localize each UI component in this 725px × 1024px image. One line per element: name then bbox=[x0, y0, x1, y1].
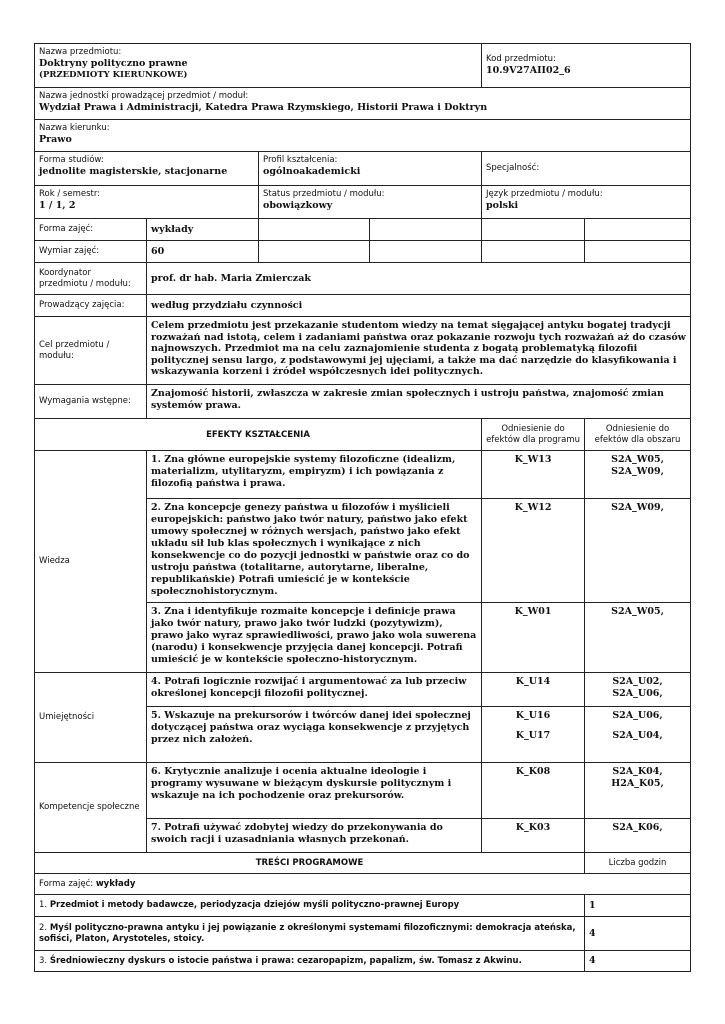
profile-cell bbox=[259, 152, 482, 186]
program-item-hours: 4 bbox=[585, 951, 691, 972]
status-cell bbox=[259, 186, 482, 219]
program-item-cell bbox=[35, 951, 585, 972]
hours-row bbox=[35, 241, 691, 263]
effect-area-code: S2A_K06, bbox=[585, 819, 691, 853]
effect-text: 3. Zna i identyfikuje rozmaite koncepcje i definicje prawa jako twór natury, prawo jako twór ludzki (pozytywizm), prawo jako wyraz sprawiedliwości, prawo jako wola suwerena (narodu) i konsekwencje przyjęcia danej koncepcji. Potrafi umieścić je w kontekście społeczno-historycznym. bbox=[147, 603, 482, 673]
unit-label: Nazwa jednostki prowadzącej przedmiot / moduł: bbox=[39, 91, 249, 101]
teacher-value: według przydziału czynności bbox=[147, 295, 691, 317]
effect-area-code: S2A_W05, bbox=[585, 603, 691, 673]
class-form-row bbox=[35, 219, 691, 241]
class-form-empty-3 bbox=[482, 219, 585, 241]
effect-area-code: S2A_U06, bbox=[612, 710, 663, 721]
program-title: TREŚCI PROGRAMOWE bbox=[35, 853, 585, 874]
year-label: Rok / semestr: bbox=[39, 189, 101, 199]
effect-area-code: S2A_W09, bbox=[585, 499, 691, 603]
hours-label: Wymiar zajęć: bbox=[35, 241, 147, 263]
effects-col-area: Odniesienie do efektów dla obszaru bbox=[585, 419, 691, 451]
effect-text: 5. Wskazuje na prekursorów i twórców danej idei społecznej dotyczącej państwa oraz wyciąga konsekwencje z przyjętych przez nich założeń. bbox=[147, 707, 482, 763]
class-form-empty-2 bbox=[370, 219, 482, 241]
effect-row bbox=[35, 763, 691, 819]
effect-program-code: K_W01 bbox=[482, 603, 585, 673]
program-form-cell bbox=[35, 874, 691, 895]
unit-value: Wydział Prawa i Administracji, Katedra Prawa Rzymskiego, Historii Prawa i Doktryn bbox=[39, 102, 488, 113]
program-form-value: wykłady bbox=[95, 878, 136, 889]
study-form-row bbox=[35, 152, 691, 186]
hours-empty-2 bbox=[370, 241, 482, 263]
code-cell bbox=[482, 44, 691, 88]
specialty-cell bbox=[482, 152, 691, 186]
study-form-value: jednolite magisterskie, stacjonarne bbox=[39, 166, 228, 177]
subject-label: Nazwa przedmiotu: bbox=[39, 47, 122, 57]
effect-text: 2. Zna koncepcje genezy państwa u filozofów i myślicieli europejskich: państwo jako twór natury, państwo jako efekt umowy społecznej w różnych wersjach, państwo jako efekt układu sił lub klas społecznych i wynikające z nich konsekwencje co do pozycji jednostki w państwie oraz co do ustroju państwa (totalitarne, autorytarne, liberalne, republikańskie) Potrafi umieścić je w kontekście społecznohistorycznym. bbox=[147, 499, 482, 603]
prereq-label: Wymagania wstępne: bbox=[35, 385, 147, 419]
effect-program-code-2: K_U17 bbox=[515, 730, 551, 741]
class-form-value: wykłady bbox=[147, 219, 259, 241]
field-label: Nazwa kierunku: bbox=[39, 123, 110, 133]
program-hours-col: Liczba godzin bbox=[585, 853, 691, 874]
coordinator-value: prof. dr hab. Maria Zmierczak bbox=[147, 263, 691, 295]
program-item-row bbox=[35, 895, 691, 917]
prereq-value: Znajomość historii, zwłaszcza w zakresie zmian społecznych i ustroju państwa, znajomość zmian systemów prawa. bbox=[147, 385, 691, 419]
year-cell bbox=[35, 186, 259, 219]
subject-cell bbox=[35, 44, 482, 88]
coordinator-label: Koordynator przedmiotu / modułu: bbox=[35, 263, 147, 295]
program-item-number: 3. bbox=[39, 955, 48, 966]
subject-row bbox=[35, 44, 691, 88]
program-item-number: 2. bbox=[39, 922, 48, 933]
syllabus-table bbox=[34, 43, 691, 972]
field-row bbox=[35, 120, 691, 152]
teacher-row bbox=[35, 295, 691, 317]
effect-text: 6. Krytycznie analizuje i ocenia aktualne ideologie i programy wysuwane w bieżącym dyskursie politycznym i wskazuje na ich pochodzenie oraz prekursorów. bbox=[147, 763, 482, 819]
coordinator-row bbox=[35, 263, 691, 295]
program-item-cell bbox=[35, 917, 585, 951]
language-cell bbox=[482, 186, 691, 219]
goal-row bbox=[35, 317, 691, 385]
program-item-row bbox=[35, 917, 691, 951]
program-form-label: Forma zajęć: bbox=[39, 878, 94, 889]
program-item-text: Przedmiot i metody badawcze, periodyzacja dziejów myśli polityczno-prawnej Europy bbox=[49, 900, 460, 910]
year-row bbox=[35, 186, 691, 219]
profile-value: ogólnoakademicki bbox=[263, 166, 361, 177]
unit-row bbox=[35, 88, 691, 120]
hours-empty-1 bbox=[259, 241, 370, 263]
effects-header-row bbox=[35, 419, 691, 451]
code-value: 10.9V27AII02_6 bbox=[486, 65, 571, 77]
hours-value: 60 bbox=[147, 241, 259, 263]
effect-program-code: K_K08 bbox=[482, 763, 585, 819]
profile-label: Profil kształcenia: bbox=[263, 155, 338, 165]
program-item-number: 1. bbox=[39, 900, 48, 910]
program-item-hours: 4 bbox=[585, 917, 691, 951]
goal-label: Cel przedmiotu / modułu: bbox=[35, 317, 147, 385]
study-form-label: Forma studiów: bbox=[39, 155, 104, 165]
hours-empty-3 bbox=[482, 241, 585, 263]
effect-text: 4. Potrafi logicznie rozwijać i argumentować za lub przeciw określonej koncepcji filozofii politycznej. bbox=[147, 673, 482, 707]
status-value: obowiązkowy bbox=[263, 200, 333, 211]
specialty-label: Specjalność: bbox=[486, 163, 540, 173]
subject-group: (PRZEDMIOTY KIERUNKOWE) bbox=[39, 69, 188, 80]
language-label: Język przedmiotu / modułu: bbox=[486, 189, 603, 199]
class-form-label: Forma zajęć: bbox=[35, 219, 147, 241]
effect-row bbox=[35, 451, 691, 499]
effect-program-code: K_W13 bbox=[482, 451, 585, 499]
effect-area-codes bbox=[585, 707, 691, 763]
effects-title: EFEKTY KSZTAŁCENIA bbox=[35, 419, 482, 451]
program-form-row bbox=[35, 874, 691, 895]
program-item-text: Myśl polityczno-prawna antyku i jej powiązanie z określonymi systemami filozoficznymi: demokracja ateńska, sofiści, Platon, Arystoteles, stoicy. bbox=[39, 922, 576, 944]
effects-col-program: Odniesienie do efektów dla programu bbox=[482, 419, 585, 451]
effect-text: 7. Potrafi używać zdobytej wiedzy do przekonywania do swoich racji i uzasadniania własnych przekonań. bbox=[147, 819, 482, 853]
year-value: 1 / 1, 2 bbox=[39, 200, 76, 211]
effect-group-social: Kompetencje społeczne bbox=[35, 763, 147, 853]
goal-value: Celem przedmiotu jest przekazanie studentom wiedzy na temat sięgającej antyku bogatej tradycji rozważań nad istotą, celem i zadaniami państwa oraz pokazanie rozwoju tych rozważań aż do czasów najnowszych. Przedmiot ma na celu zaznajomienie studenta z bogatą problematyką filozofii politycznej sensu largo, z podstawowymi jej ujęciami, a także ma dać narzędzie do klasyfikowania i wskazywania korzeni i źródeł współczesnych idei politycznych. bbox=[147, 317, 691, 385]
effect-program-code: K_U16 bbox=[515, 710, 551, 721]
language-value: polski bbox=[486, 200, 519, 211]
class-form-empty-1 bbox=[259, 219, 370, 241]
effect-area-code: S2A_U02, S2A_U06, bbox=[585, 673, 691, 707]
effect-program-code: K_U14 bbox=[482, 673, 585, 707]
class-form-empty-4 bbox=[585, 219, 691, 241]
syllabus-document bbox=[34, 43, 690, 972]
effect-area-code: S2A_W05, S2A_W09, bbox=[585, 451, 691, 499]
field-cell bbox=[35, 120, 691, 152]
hours-empty-4 bbox=[585, 241, 691, 263]
effect-group-skills: Umiejętności bbox=[35, 673, 147, 763]
subject-name: Doktryny polityczno prawne bbox=[39, 58, 188, 69]
effect-program-code: K_W12 bbox=[482, 499, 585, 603]
study-form-cell bbox=[35, 152, 259, 186]
program-item-row bbox=[35, 951, 691, 972]
program-item-text: Średniowieczny dyskurs o istocie państwa i prawa: cezaropapizm, papalizm, św. Tomasz z Akwinu. bbox=[49, 955, 522, 966]
unit-cell bbox=[35, 88, 691, 120]
effect-group-knowledge: Wiedza bbox=[35, 451, 147, 673]
effect-row bbox=[35, 673, 691, 707]
effect-text: 1. Zna główne europejskie systemy filozoficzne (idealizm, materializm, utylitaryzm, empiryzm) i ich powiązania z filozofią państwa i prawa. bbox=[147, 451, 482, 499]
program-header-row bbox=[35, 853, 691, 874]
teacher-label: Prowadzący zajęcia: bbox=[35, 295, 147, 317]
field-value: Prawo bbox=[39, 134, 72, 145]
effect-program-code: K_K03 bbox=[482, 819, 585, 853]
status-label: Status przedmiotu / modułu: bbox=[263, 189, 385, 199]
program-item-cell bbox=[35, 895, 585, 917]
effect-area-code: S2A_K04, H2A_K05, bbox=[585, 763, 691, 819]
program-item-hours: 1 bbox=[585, 895, 691, 917]
effect-program-codes bbox=[482, 707, 585, 763]
code-label: Kod przedmiotu: bbox=[486, 54, 556, 65]
effect-area-code-2: S2A_U04, bbox=[612, 730, 663, 741]
prereq-row bbox=[35, 385, 691, 419]
